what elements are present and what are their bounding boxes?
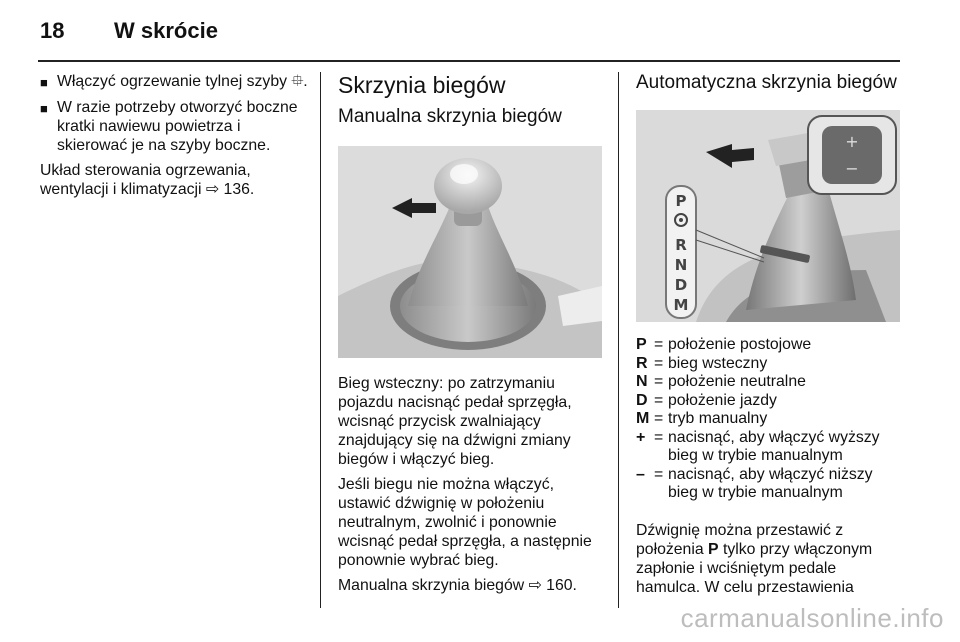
legend-text: położenie neutralne (668, 373, 806, 390)
column-left (40, 72, 308, 205)
paragraph-text-start: Dźwignię można przestawić z położenia (636, 521, 844, 558)
page-header (40, 18, 218, 44)
legend-key: + (636, 428, 646, 446)
gear-lever-illustration (338, 146, 602, 358)
paragraph-text-end: tylko przy włączonym zapłonie i wciśniętym pedale hamulca. W celu przestawienia (636, 540, 873, 596)
legend-item: + = nacisnąć, aby włączyć wyższy bieg w trybie manualnym (636, 429, 904, 466)
svg-text:+: + (845, 132, 859, 151)
legend-key: – (636, 465, 645, 483)
paragraph-bold-p: P (708, 540, 719, 558)
gate-label-m: M (673, 296, 689, 314)
header-divider (38, 60, 900, 62)
watermark: carmanualsonline.info (680, 603, 944, 633)
hvac-reference: Układ sterowania ogrzewania, wentylacji i klimatyzacji ⇨ 136. (40, 162, 255, 198)
bullet-marker: ■ (40, 75, 48, 90)
list-item (40, 98, 308, 155)
gate-label-r: R (675, 236, 687, 254)
column-middle (338, 72, 606, 601)
legend-item: P = położenie postojowe (636, 336, 904, 355)
legend-key: P (636, 336, 647, 353)
park-release-paragraph (636, 521, 904, 597)
subsection-title: Manualna skrzynia biegów (338, 106, 562, 127)
section-title: Skrzynia biegów (338, 72, 506, 98)
automatic-selector-illustration (636, 110, 900, 322)
section-title: Automatyczna skrzynia biegów (636, 72, 897, 93)
bullet-text: W razie potrzeby otworzyć boczne kratki nawiewu powietrza i skierować je na szyby boczne. (57, 99, 298, 154)
bullet-marker: ■ (40, 101, 48, 116)
legend-text: położenie postojowe (668, 336, 812, 353)
legend-key: R (636, 354, 648, 372)
automatic-selector-image (636, 110, 900, 322)
gate-label-p: P (675, 192, 687, 210)
legend-item: – = nacisnąć, aby włączyć niższy bieg w trybie manualnym (636, 466, 904, 503)
legend-key: N (636, 373, 648, 390)
column-right (636, 72, 904, 603)
legend-key: D (636, 391, 648, 409)
legend-item: D = położenie jazdy (636, 392, 904, 411)
column-divider (320, 72, 321, 608)
legend-text: tryb manualny (668, 410, 768, 427)
page-number: 18 (40, 18, 65, 43)
legend-text: nacisnąć, aby włączyć niższy bieg w trybie manualnym (668, 465, 873, 501)
legend-item: R = bieg wsteczny (636, 355, 904, 374)
gate-label-n: N (674, 256, 688, 274)
reverse-gear-instructions: Bieg wsteczny: po zatrzymaniu pojazdu nacisnąć pedał sprzęgła, wcisnąć przycisk zwalniający znajdujący się na dźwigni zmiany biegów i włączyć bieg. (338, 375, 572, 468)
manual-gear-lever-image (338, 146, 602, 358)
legend-item: N = położenie neutralne (636, 373, 904, 392)
bullet-text: Włączyć ogrzewanie tylnej szyby ⯐. (57, 73, 308, 90)
svg-text:−: − (845, 159, 859, 178)
legend-text: położenie jazdy (668, 391, 777, 409)
legend-key: M (636, 410, 650, 427)
gate-label-d: D (674, 276, 688, 294)
chapter-title: W skrócie (114, 18, 218, 43)
legend-item: M = tryb manualny (636, 410, 904, 429)
manual-gearbox-reference: Manualna skrzynia biegów ⇨ 160. (338, 577, 577, 594)
column-divider (618, 72, 619, 608)
list-item (40, 72, 308, 92)
gear-fail-instructions: Jeśli biegu nie można włączyć, ustawić dźwignię w położeniu neutralnym, zwolnić i ponownie wcisnąć pedał sprzęgła, a następnie ponownie wybrać bieg. (338, 476, 592, 569)
legend-text: nacisnąć, aby włączyć wyższy bieg w trybie manualnym (668, 428, 880, 464)
legend-text: bieg wsteczny (668, 354, 768, 372)
selector-legend (636, 336, 904, 503)
